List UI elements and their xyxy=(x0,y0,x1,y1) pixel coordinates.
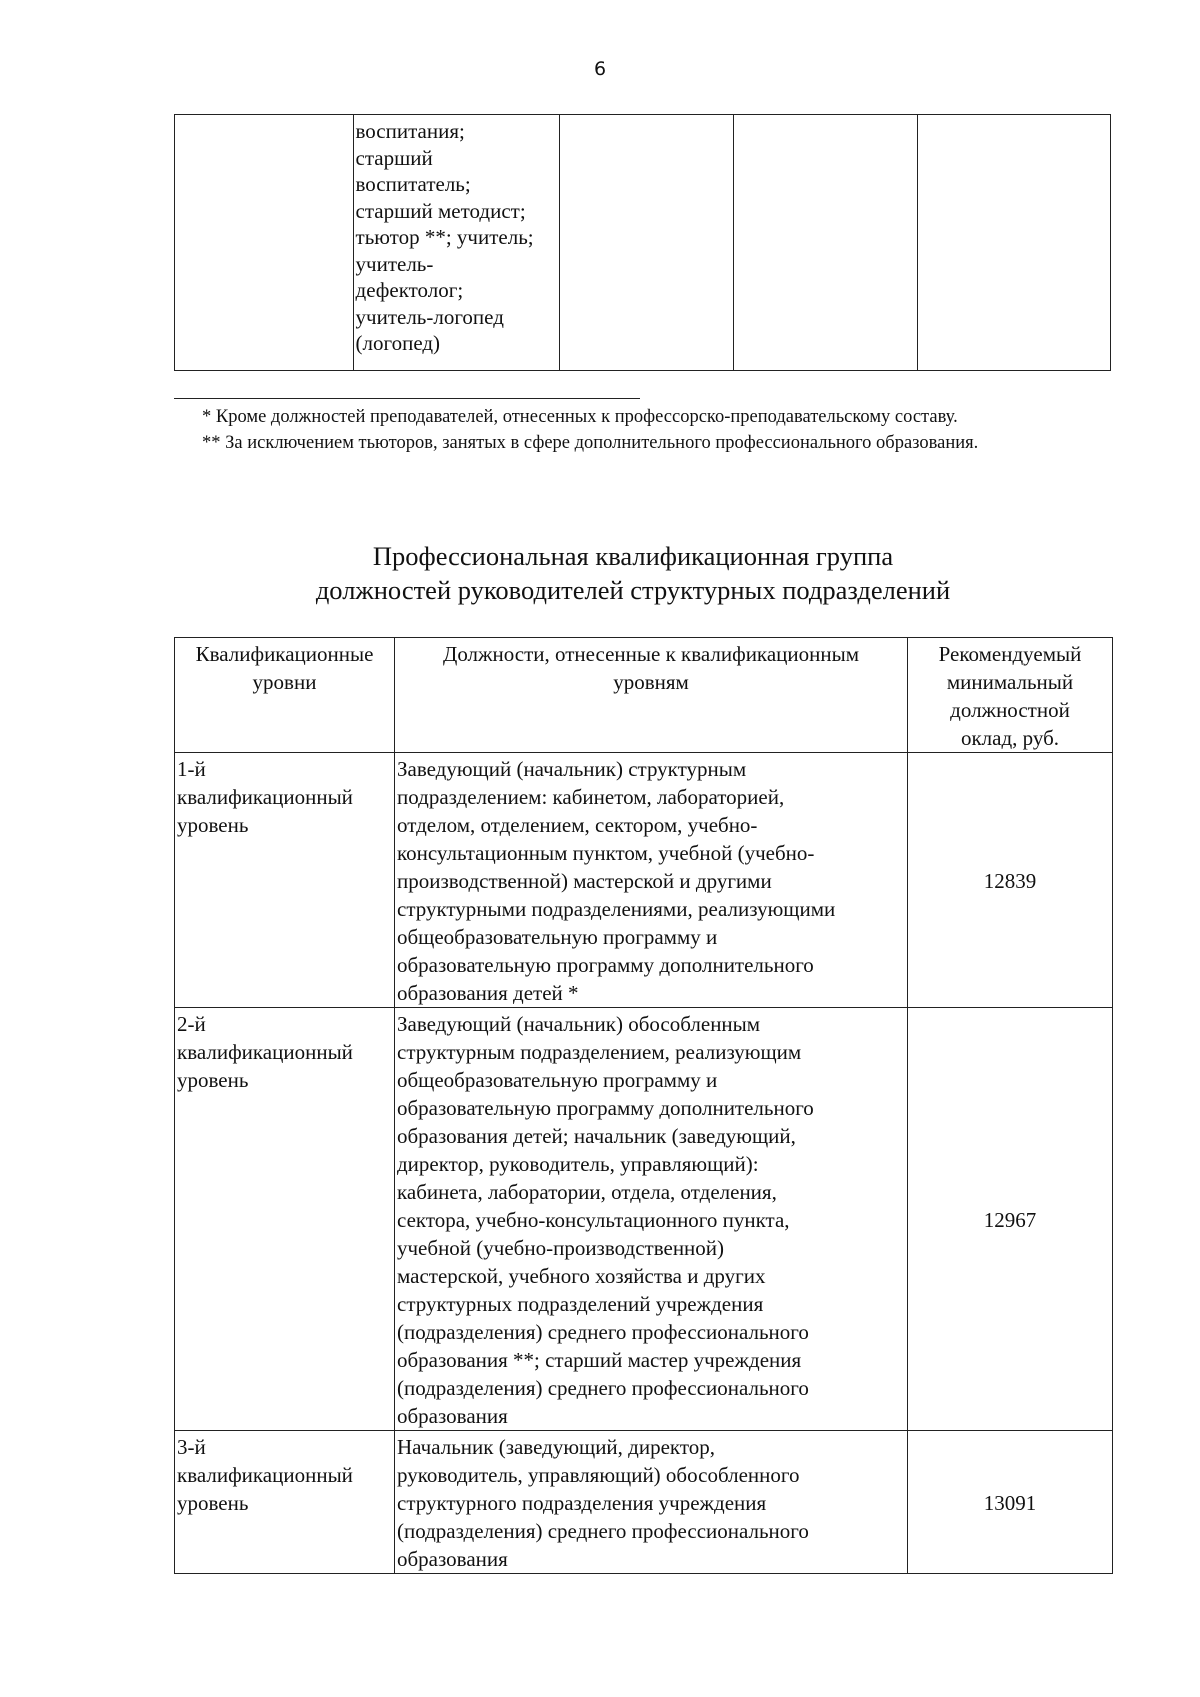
level-cell: 2-й квалификационный уровень xyxy=(175,1008,395,1431)
salary-cell: 12839 xyxy=(908,753,1113,1008)
table-row xyxy=(175,753,1113,1008)
positions-cell: воспитания; старший воспитатель; старший методист; тьютор **; учитель; учитель- дефектолог; учитель-логопед (логопед) xyxy=(353,115,560,371)
positions-cell: Начальник (заведующий, директор, руководитель, управляющий) обособленного структурного подразделения учреждения (подразделения) среднего профессионального образования xyxy=(395,1431,908,1574)
section-title-line-2: должностей руководителей структурных подразделений xyxy=(315,575,951,605)
footnotes xyxy=(174,404,1096,456)
positions-cell: Заведующий (начальник) обособленным структурным подразделением, реализующим общеобразовательную программу и образовательную программу дополнительного образования детей; начальник (заведующий, директор, руководитель, управляющий): кабинета, лаборатории, отдела, отделения, сектора, учебно-консультационного пункта, учебной (учебно-производственной) мастерской, учебного хозяйства и других структурных подразделений учреждения (подразделения) среднего профессионального образования **; старший мастер учреждения (подразделения) среднего профессионального образования xyxy=(395,1008,908,1431)
table-cell-empty xyxy=(560,115,733,371)
salary-cell: 12967 xyxy=(908,1008,1113,1431)
section-title-line-1: Профессиональная квалификационная группа xyxy=(372,541,894,571)
footnote-divider xyxy=(174,398,640,399)
column-header-levels: Квалификационные уровни xyxy=(175,638,395,753)
level-cell: 1-й квалификационный уровень xyxy=(175,753,395,1008)
level-cell: 3-й квалификационный уровень xyxy=(175,1431,395,1574)
table-cell-empty xyxy=(733,115,918,371)
table-cell-empty xyxy=(918,115,1111,371)
table-row xyxy=(175,1431,1113,1574)
column-header-positions: Должности, отнесенные к квалификационным уровням xyxy=(395,638,908,753)
table-cell-empty xyxy=(175,115,354,371)
page-number: 6 xyxy=(593,58,607,80)
salary-cell: 13091 xyxy=(908,1431,1113,1574)
footnote-1: * Кроме должностей преподавателей, отнесенных к профессорско-преподавательскому составу. xyxy=(202,407,958,427)
table-header-row xyxy=(175,638,1113,753)
table-row xyxy=(175,115,1111,371)
table-row xyxy=(175,1008,1113,1431)
column-header-salary: Рекомендуемый минимальный должностной оклад, руб. xyxy=(908,638,1113,753)
positions-cell: Заведующий (начальник) структурным подразделением: кабинетом, лабораторией, отделом, отделением, сектором, учебно- консультационным пунктом, учебной (учебно- производственной) мастерской и другими структурными подразделениями, реализующими общеобразовательную программу и образовательную программу дополнительного образования детей * xyxy=(395,753,908,1008)
continued-table xyxy=(174,114,1111,371)
qualification-table xyxy=(174,637,1113,1574)
footnote-2: ** За исключением тьюторов, занятых в сфере дополнительного профессионального образования. xyxy=(202,433,979,453)
